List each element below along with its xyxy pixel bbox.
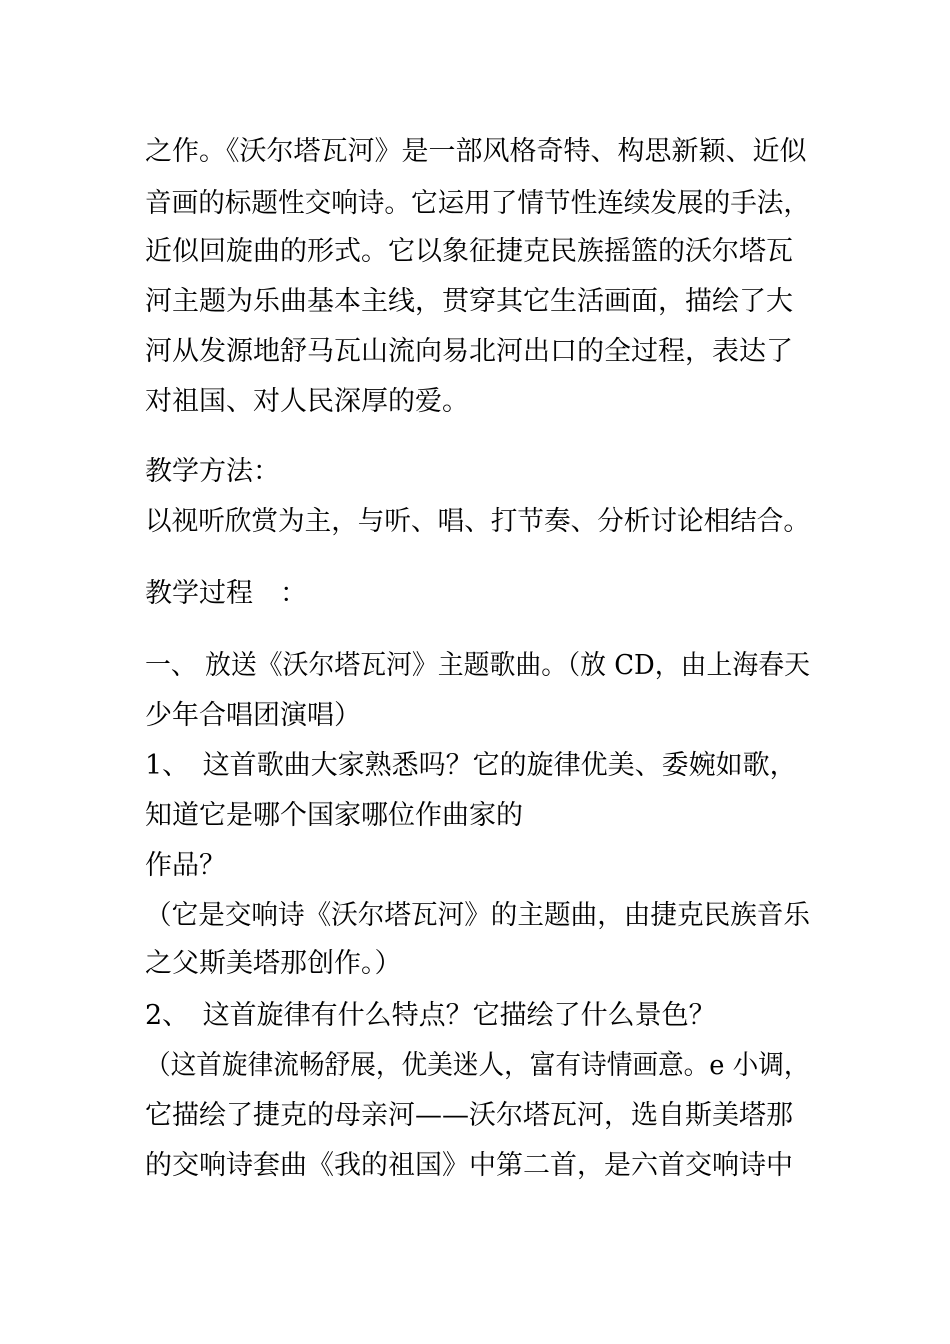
answer2-line-1: （这首旋律流畅舒展，优美迷人，富有诗情画意。e 小调， [145,1050,810,1081]
answer1-line-2: 之父斯美塔那创作。） [145,948,402,979]
process-heading: 教学过程 ： [145,578,307,609]
answer1-line-1: （它是交响诗《沃尔塔瓦河》的主题曲，由捷克民族音乐 [145,900,811,931]
section1-line-2: 少年合唱团演唱） [145,700,361,731]
intro-line-5: 河从发源地舒马瓦山流向易北河出口的全过程，表达了 [145,336,793,367]
question2-line-1: 2、 这首旋律有什么特点？它描绘了什么景色？ [145,1000,716,1031]
intro-line-2: 音画的标题性交响诗。它运用了情节性连续发展的手法， [145,188,811,219]
question1-line-1: 1、 这首歌曲大家熟悉吗？它的旋律优美、委婉如歌， [145,750,797,781]
question1-line-3: 作品？ [145,850,226,881]
method-text: 以视听欣赏为主，与听、唱、打节奏、分析讨论相结合。 [145,506,811,537]
intro-line-1: 之作。《沃尔塔瓦河》是一部风格奇特、构思新颖、近似 [145,136,807,167]
question1-line-2: 知道它是哪个国家哪位作曲家的 [145,800,523,831]
intro-line-3: 近似回旋曲的形式。它以象征捷克民族摇篮的沃尔塔瓦 [145,236,793,267]
section1-line-1: 一、 放送《沃尔塔瓦河》主题歌曲。（放 CD，由上海春天 [145,650,810,681]
intro-line-4: 河主题为乐曲基本主线，贯穿其它生活画面，描绘了大 [145,286,793,317]
method-heading: 教学方法： [145,456,280,487]
answer2-line-2: 它描绘了捷克的母亲河——沃尔塔瓦河，选自斯美塔那 [145,1100,793,1131]
intro-line-6: 对祖国、对人民深厚的爱。 [145,386,469,417]
answer2-line-3: 的交响诗套曲《我的祖国》中第二首，是六首交响诗中 [145,1150,793,1181]
